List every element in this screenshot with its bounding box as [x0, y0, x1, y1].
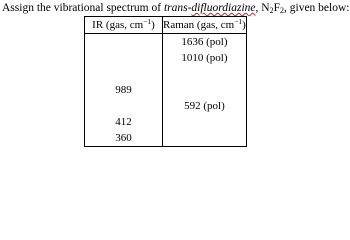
raman-column-header: Raman (gas, $cm^{-1}$) [163, 17, 247, 34]
table-row [85, 34, 247, 147]
raman-column [163, 34, 247, 147]
ir-value-5 [85, 98, 162, 114]
raman-value-6 [163, 114, 246, 130]
question-text [2, 1, 349, 15]
ir-column [85, 34, 163, 147]
question-prefix: Assign the vibrational spectrum of [2, 2, 164, 14]
raman-value-2: 1010 (pol) [181, 51, 228, 64]
compound-name-spellcheck: difluordiazine [191, 2, 256, 14]
raman-value-1: 1636 (pol) [181, 35, 228, 48]
ir-value-7: 360 [115, 131, 132, 144]
ir-value-2 [85, 50, 162, 66]
raman-value-4 [163, 82, 246, 98]
spectrum-table [84, 16, 247, 147]
raman-value-7 [163, 130, 246, 146]
ir-value-4: 989 [115, 83, 132, 96]
ir-column-header: IR (gas, $cm^{-1}$) [85, 17, 163, 34]
table-header-row [85, 17, 247, 34]
question-suffix: , given below: [284, 2, 350, 14]
ir-value-1 [85, 34, 162, 50]
ir-value-3 [85, 66, 162, 82]
raman-value-5: 592 (pol) [184, 99, 225, 112]
compound-comma: , [255, 2, 259, 14]
compound-name [164, 2, 256, 14]
compound-prefix: trans- [163, 2, 192, 14]
molecular-formula: $N_2F_2$ [261, 2, 284, 15]
raman-value-3 [163, 66, 246, 82]
ir-value-6: 412 [115, 115, 132, 128]
